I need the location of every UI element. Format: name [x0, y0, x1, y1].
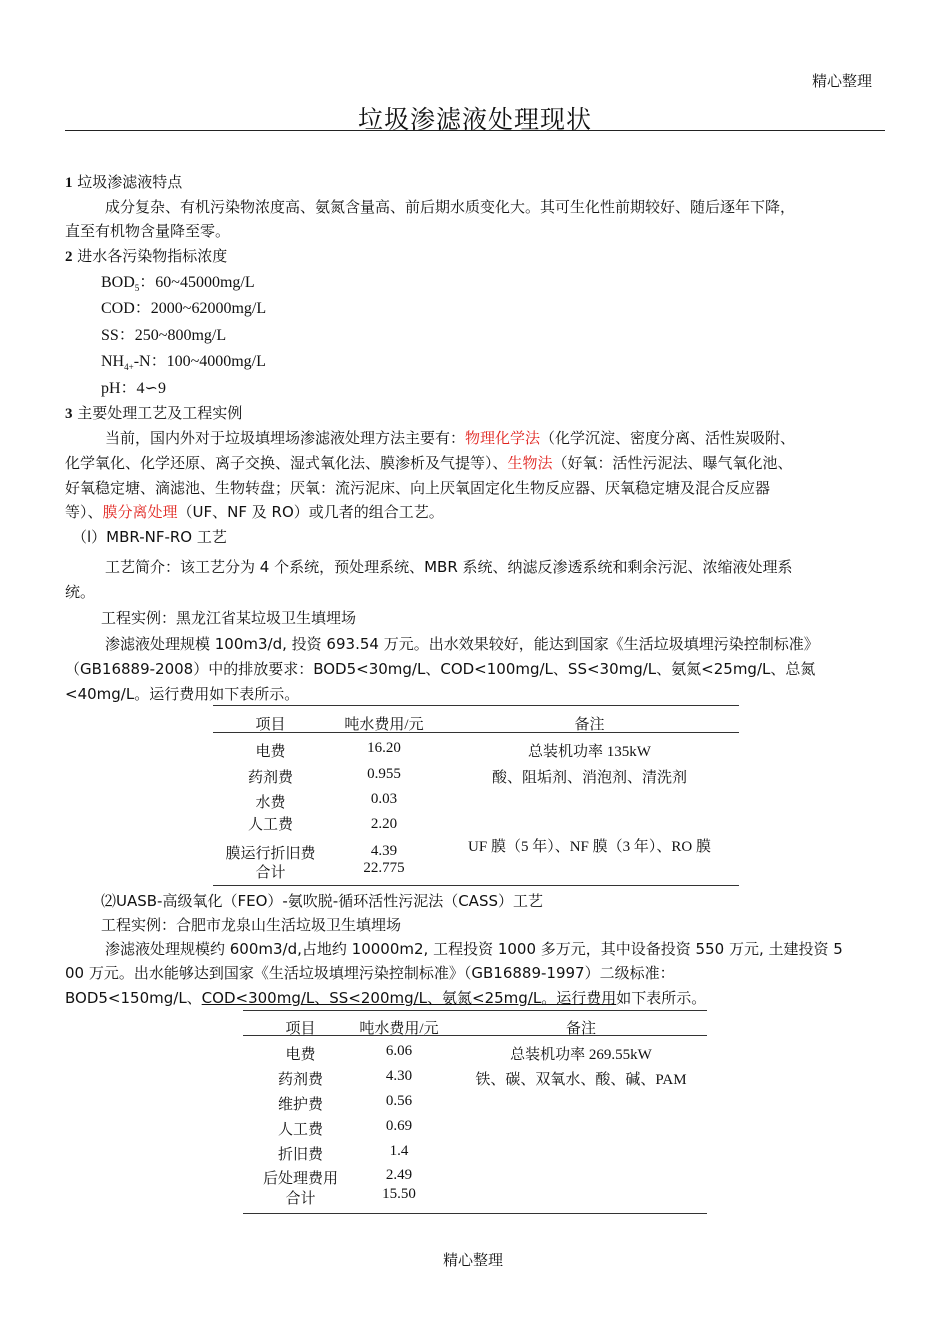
table-2-header-item: 项目 [285, 1021, 316, 1037]
table-row-item: 折旧费 [277, 1147, 323, 1163]
document-title: 垃圾渗滤液处理现状 [357, 105, 592, 134]
process-1-example: 工程实例：黑龙江省某垃圾卫生填埋场 [101, 609, 357, 627]
section-1-para-line1: 成分复杂、有机污染物浓度高、氨氮含量高、前后期水质变化大。其可生化性前期较好、随后逐年下降， [105, 198, 796, 216]
ph-line: pH：4∽9 [101, 380, 166, 397]
section-3-heading [65, 401, 242, 427]
process-1-detail-line2: （GB16889-2008）中的排放要求：BOD5<30mg/L、COD<100mg/L、SS<30mg/L、氨氮<25mg/L、总氮 [65, 660, 816, 678]
process-2-detail-line1: 渗滤液处理规模约 600m3/d,占地约 10000m2, 工程投资 1000 多万元，其中设备投资 550 万元, 土建投资 5 [105, 940, 843, 958]
table-row-cost: 16.20 [367, 740, 401, 756]
process-1-detail-line1: 渗滤液处理规模 100m3/d, 投资 693.54 万元。出水效果较好，能达到国家《生活垃圾填埋污染控制标准》 [105, 635, 819, 653]
para-text: 当前，国内外对于垃圾填埋场渗滤液处理方法主要有： [105, 429, 466, 447]
process-1-detail-line3: <40mg/L。运行费用如下表所示。 [65, 685, 300, 703]
table-row-cost: 1.4 [389, 1143, 409, 1159]
table-2-header-rule [243, 1035, 707, 1036]
para-text: BOD5<150mg/L、 [65, 989, 202, 1007]
title-rule [65, 130, 885, 131]
process-2-heading: ⑵UASB-高级氧化（FEO）-氨吹脱-循环活性污泥法（CASS）工艺 [101, 892, 543, 910]
section-1-heading [65, 170, 182, 196]
table-row-cost: 6.06 [385, 1043, 413, 1059]
table-row-item: 电费 [285, 1047, 316, 1063]
nh-label: NH [101, 353, 125, 370]
bod-label: BOD [101, 274, 135, 291]
process-1-intro-line1: 工艺简介：该工艺分为 4 个系统，预处理系统、MBR 系统、纳滤反渗透系统和剩余污泥、浓缩液处理系 [105, 558, 793, 576]
table-row-note: 总装机功率 269.55kW [510, 1047, 652, 1063]
section-3-para-line3: 好氧稳定塘、滴滤池、生物转盘；厌氧：流污泥床、向上厌氧固定化生物反应器、厌氧稳定塘及混合反应器 [65, 479, 771, 497]
page-header: 精心整理 [811, 72, 872, 90]
cod-line: COD：2000~62000mg/L [101, 300, 267, 317]
highlight-physical-chemical: 物理化学法 [465, 429, 541, 447]
process-1-heading: （l）MBR-NF-RO 工艺 [72, 528, 227, 546]
section-3-title: 主要处理工艺及工程实例 [72, 404, 243, 422]
section-1-number: 1 [65, 175, 73, 191]
table-row-note: 总装机功率 135kW [528, 744, 651, 760]
table-row-item: 后处理费用 [262, 1171, 338, 1187]
page-footer: 精心整理 [443, 1251, 504, 1269]
table-1-header-item: 项目 [255, 717, 286, 733]
table-row-item: 膜运行折旧费 [225, 846, 316, 862]
table-row-cost: 0.69 [385, 1118, 413, 1134]
table-row-item: 电费 [255, 744, 286, 760]
table-row-cost: 2.20 [370, 816, 398, 832]
table-1-header-rule [213, 732, 739, 733]
table-1-top-rule [213, 705, 739, 706]
process-2-detail-line3 [65, 986, 706, 1011]
table-row-cost: 0.955 [367, 766, 401, 782]
para-text: （好氧：活性污泥法、曝气氧化池、 [552, 454, 793, 472]
table-row-item: 合计 [255, 865, 286, 881]
table-row-item: 人工费 [277, 1122, 323, 1138]
para-text: 等）、 [65, 503, 103, 521]
table-1-header-note: 备注 [574, 717, 605, 733]
table-2-top-rule [243, 1010, 707, 1011]
table-row-item: 药剂费 [277, 1072, 323, 1088]
bod-value: ：60~45000mg/L [139, 274, 255, 291]
ss-line: SS：250~800mg/L [101, 327, 227, 344]
process-2-detail-line2: 00 万元。出水能够达到国家《生活垃圾填埋污染控制标准》（GB16889-1997）二级标准： [65, 964, 675, 982]
table-2-header-cost: 吨水费用/元 [359, 1021, 439, 1037]
para-text: 化学氧化、化学还原、离子交换、湿式氧化法、膜渗析及气提等）、 [65, 454, 508, 472]
para-text: （化学沉淀、密度分离、活性炭吸附、 [540, 429, 796, 447]
table-row-cost: 4.39 [370, 843, 398, 859]
table-row-cost: 0.03 [370, 791, 398, 807]
process-2-example: 工程实例：合肥市龙泉山生活垃圾卫生填埋场 [101, 916, 402, 934]
section-3-number: 3 [65, 406, 73, 422]
table-2-header-note: 备注 [565, 1021, 596, 1037]
table-row-item: 水费 [255, 795, 286, 811]
para-text: （UF、NF 及 RO）或几者的组合工艺。 [177, 503, 444, 521]
bod-subscript: 5 [134, 283, 140, 294]
section-2-number: 2 [65, 249, 73, 265]
section-2-title: 进水各污染物指标浓度 [72, 247, 228, 265]
table-row-cost: 2.49 [385, 1167, 413, 1183]
table-row-cost: 22.775 [363, 860, 405, 876]
table-row-note: UF 膜（5 年）、NF 膜（3 年）、RO 膜 [468, 839, 711, 855]
section-1-para-line2: 直至有机物含量降至零。 [65, 222, 231, 240]
para-text: 如下表所示。 [616, 989, 707, 1007]
section-2-heading [65, 244, 227, 270]
table-2-bottom-rule [243, 1213, 707, 1214]
section-3-para-line2 [65, 451, 793, 476]
table-row-cost: 4.30 [385, 1068, 413, 1084]
table-row-item: 药剂费 [247, 770, 293, 786]
table-row-item: 人工费 [247, 817, 293, 833]
table-row-item: 维护费 [277, 1097, 323, 1113]
table-row-cost: 0.56 [385, 1093, 413, 1109]
table-1-bottom-rule [213, 885, 739, 886]
table-1-header-cost: 吨水费用/元 [344, 717, 424, 733]
process-1-intro-line2: 统。 [65, 583, 96, 601]
underlined-text: COD<300mg/L、SS<200mg/L、氨氮<25mg/L。运行费用 [201, 989, 617, 1007]
section-3-para-line4 [65, 500, 444, 525]
table-row-note: 酸、阻垢剂、消泡剂、清洗剂 [491, 770, 687, 786]
highlight-biological: 生物法 [507, 454, 553, 472]
highlight-membrane: 膜分离处理 [102, 503, 178, 521]
section-1-title: 垃圾渗滤液特点 [72, 173, 183, 191]
table-row-item: 合计 [285, 1191, 316, 1207]
table-row-cost: 15.50 [382, 1186, 416, 1202]
nh-value: -N：100~4000mg/L [133, 353, 266, 370]
section-3-para-line1 [105, 426, 795, 451]
nh-subscript: 4+ [124, 362, 134, 373]
table-row-note: 铁、碳、双氧水、酸、碱、PAM [475, 1072, 687, 1088]
